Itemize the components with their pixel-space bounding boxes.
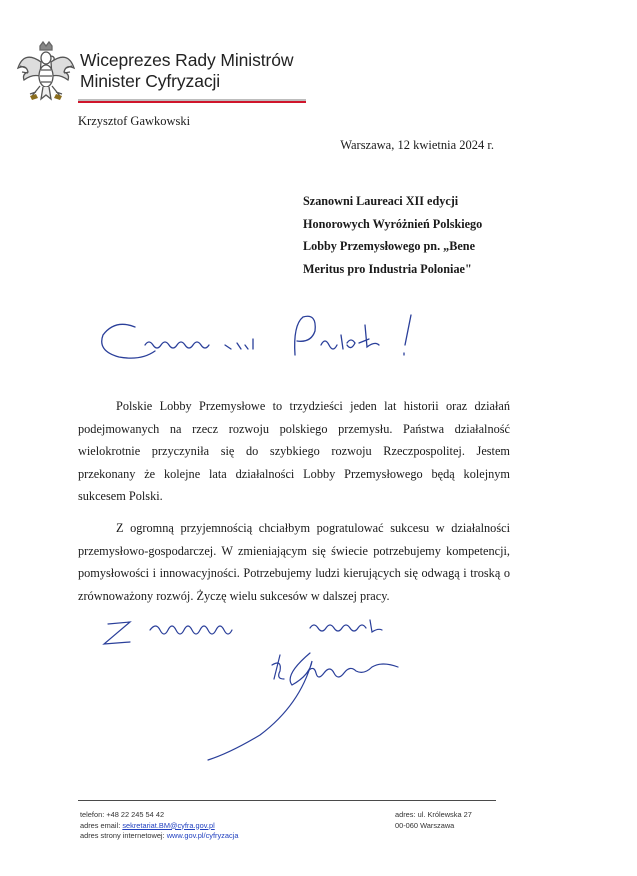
body-paragraph: Polskie Lobby Przemysłowe to trzydzieści jeden lat historii oraz działań podejmowanych na rzecz rozwoju polskiego przemysłu. Państwa działalność wielokrotnie przyczyniła się do szybkiego rozwoju Rzeczpospolitej. Jestem przekonany że kolejne lata działalności Lobby Przemysłowego będą kolejnym sukcesem Polski. xyxy=(78,399,510,503)
handwritten-salutation xyxy=(95,305,435,375)
addressee-line: Szanowni Laureaci XII edycji xyxy=(303,194,459,208)
phone-number: +48 22 245 54 42 xyxy=(106,810,165,819)
addressee-line: Lobby Przemysłowego pn. „Bene xyxy=(303,239,475,253)
footer-divider xyxy=(78,800,496,801)
minister-signature xyxy=(200,645,450,765)
address-city: 00-060 Warszawa xyxy=(395,820,455,830)
footer-address xyxy=(395,810,472,831)
footer-email-row xyxy=(80,821,238,832)
polish-eagle-emblem-icon xyxy=(16,40,76,106)
footer-phone-row xyxy=(80,810,238,821)
flag-divider xyxy=(78,99,306,103)
phone-label: telefon: xyxy=(80,810,105,819)
ministry-subtitle: Minister Cyfryzacji xyxy=(80,71,221,91)
letter-date: Warszawa, 12 kwietnia 2024 r. xyxy=(340,138,494,152)
address-label: adres: xyxy=(395,810,416,819)
footer-web-row xyxy=(80,831,238,842)
addressee-line: Meritus pro Industria Poloniae" xyxy=(303,261,472,276)
website-link[interactable]: www.gov.pl/cyfryzacja xyxy=(166,831,239,840)
web-label: adres strony internetowej: xyxy=(80,831,165,840)
addressee-block xyxy=(303,190,523,280)
address-row xyxy=(395,810,472,821)
email-link[interactable]: sekretariat.BM@cyfra.gov.pl xyxy=(122,820,215,830)
address-street: ul. Królewska 27 xyxy=(417,810,472,819)
body-paragraph: Z ogromną przyjemnością chciałbym pogratulować sukcesu w działalności przemysłowo-gospodarczej. W zmieniającym się świecie potrzebujemy kompetencji, pomysłowości i innowacyjności. Potrzebujemy ludzi kierujących się odwagą i troską o zrównoważony rozwój. Życzę wielu sukcesów w dalszej pracy. xyxy=(78,521,510,603)
addressee-line: Honorowych Wyróżnień Polskiego xyxy=(303,216,483,231)
footer-contact xyxy=(80,810,238,842)
email-label: adres email: xyxy=(80,820,121,830)
author-name: Krzysztof Gawkowski xyxy=(78,114,191,128)
ministry-title: Wiceprezes Rady Ministrów xyxy=(80,50,294,70)
